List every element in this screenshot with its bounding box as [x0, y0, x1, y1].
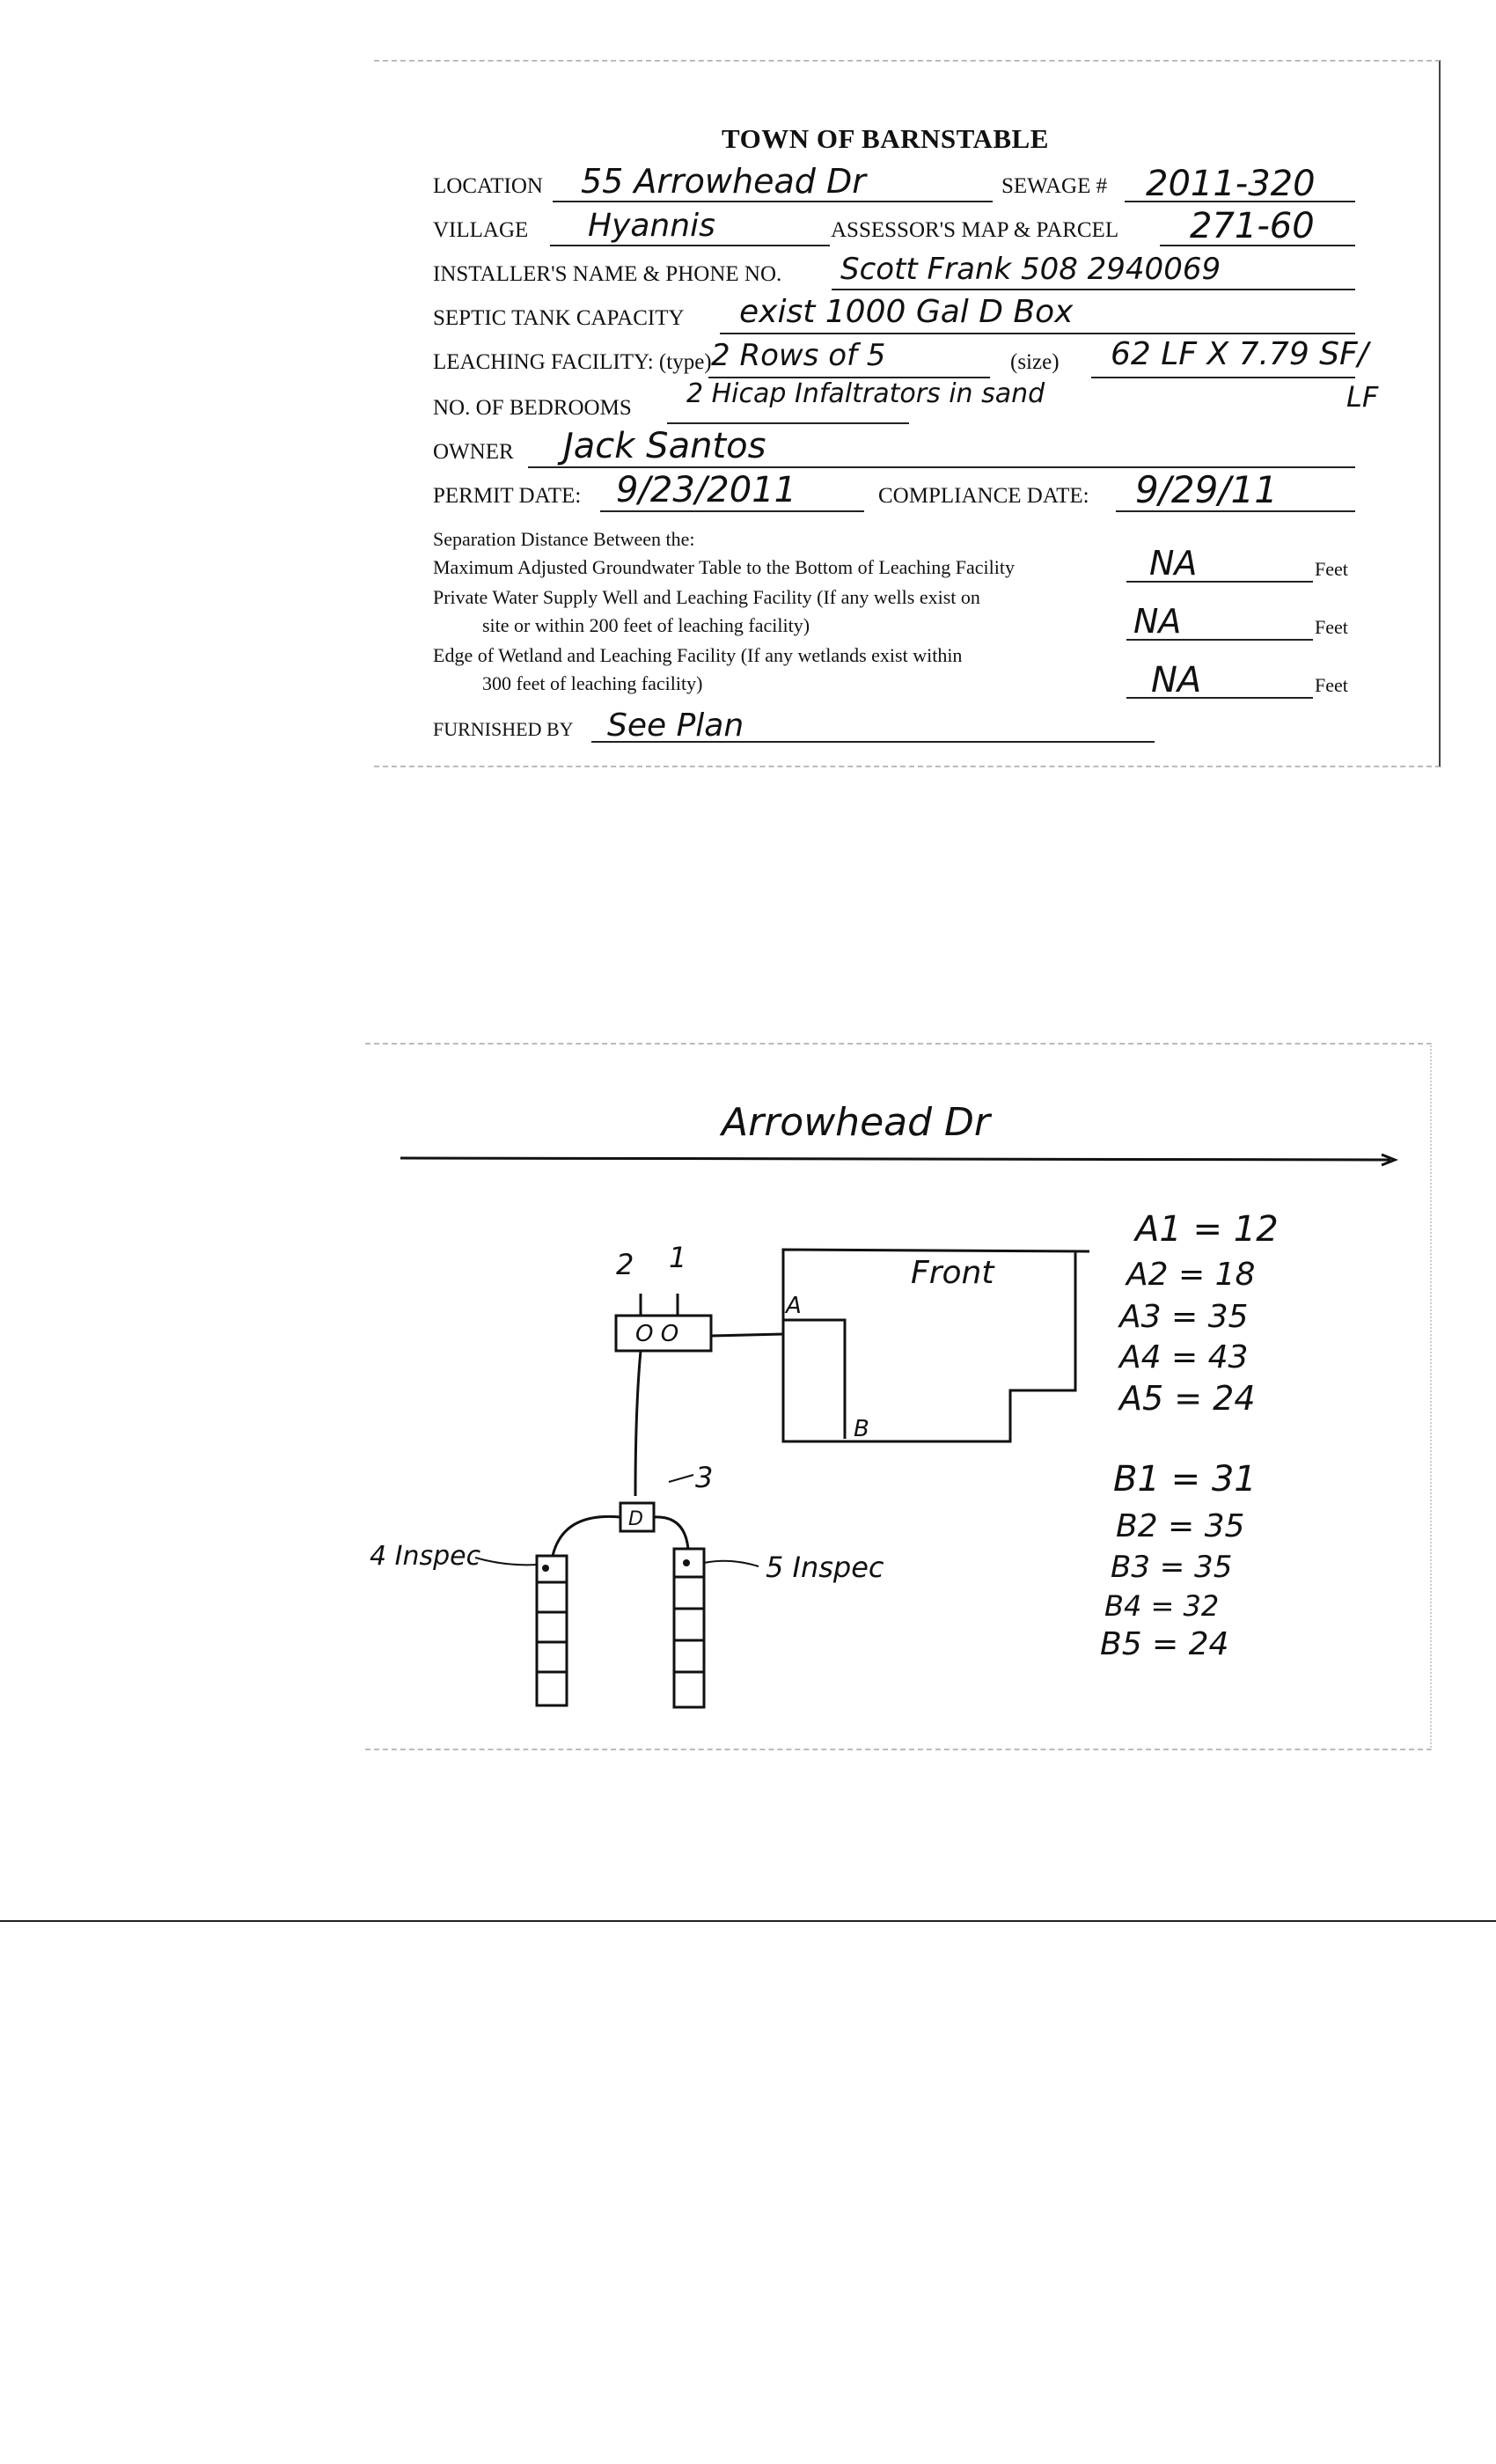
corner-a-label: A [786, 1293, 802, 1319]
location-value: 55 Arrowhead Dr [581, 162, 866, 201]
tie-a3: A3 = 35 [1119, 1299, 1249, 1335]
sep3-feet: Feet [1315, 674, 1348, 696]
lateral-left [553, 1516, 620, 1556]
tank-compartment-2: 2 [616, 1248, 634, 1281]
septic-value: exist 1000 Gal D Box [739, 294, 1074, 330]
leaching-row-right [674, 1549, 704, 1707]
inspect-right-leader [704, 1561, 759, 1566]
tie-b3: B3 = 35 [1111, 1550, 1233, 1585]
page-rule [0, 1920, 1496, 1922]
leaching-note-suffix: LF [1346, 380, 1379, 414]
septic-tank-label: O O [635, 1321, 679, 1347]
leaching-row-left [537, 1556, 567, 1705]
installer-label: INSTALLER'S NAME & PHONE NO. [433, 262, 782, 286]
sep3-text-line2: 300 feet of leaching facility) [482, 672, 703, 694]
sep1-value: NA [1149, 544, 1198, 583]
sep2-text-line2: site or within 200 feet of leaching facility) [482, 614, 810, 636]
tank-to-dbox-pipe [635, 1351, 641, 1496]
size-label: (size) [1010, 350, 1060, 374]
furnished-label: FURNISHED BY [433, 718, 574, 740]
sep2-text-line1: Private Water Supply Well and Leaching Facility (If any wells exist on [433, 586, 980, 608]
assessor-label: ASSESSOR'S MAP & PARCEL [831, 218, 1119, 242]
permit-value: 9/23/2011 [616, 470, 797, 510]
sewage-label: SEWAGE # [1001, 174, 1108, 198]
dbox-leader [669, 1475, 693, 1482]
sep1-feet: Feet [1315, 558, 1348, 580]
owner-label: OWNER [433, 440, 514, 464]
village-value: Hyannis [588, 208, 715, 244]
leaching-note: 2 Hicap Infaltrators in sand [686, 378, 1045, 409]
compliance-value: 9/29/11 [1135, 468, 1278, 511]
house-front-label: Front [911, 1255, 994, 1291]
village-label: VILLAGE [433, 218, 529, 242]
size-value: 62 LF X 7.79 SF/ [1111, 336, 1368, 372]
leaching-label: LEACHING FACILITY: (type) [433, 350, 712, 374]
installer-value: Scott Frank 508 2940069 [840, 252, 1221, 287]
tie-b2: B2 = 35 [1116, 1508, 1245, 1544]
tie-b5: B5 = 24 [1100, 1626, 1229, 1662]
sep2-value: NA [1133, 602, 1182, 641]
distribution-box-label: D [628, 1508, 643, 1530]
distribution-box-number: 3 [695, 1461, 714, 1494]
location-label: LOCATION [433, 174, 543, 198]
lateral-right [654, 1517, 688, 1549]
permit-label: PERMIT DATE: [433, 484, 582, 508]
tie-a5: A5 = 24 [1119, 1379, 1256, 1418]
septic-label: SEPTIC TANK CAPACITY [433, 306, 685, 330]
inspection-port-left: 4 Inspec [370, 1541, 481, 1572]
bedrooms-label: NO. OF BEDROOMS [433, 396, 632, 420]
corner-b-label: B [854, 1416, 869, 1442]
tie-b1: B1 = 31 [1113, 1459, 1257, 1500]
sep3-text-line1: Edge of Wetland and Leaching Facility (If any wetlands exist within [433, 644, 963, 666]
sewage-value: 2011-320 [1146, 164, 1316, 204]
inspection-port-right: 5 Inspec [766, 1551, 884, 1584]
tie-a4: A4 = 43 [1119, 1339, 1249, 1375]
owner-value: Jack Santos [563, 426, 766, 466]
assessor-value: 271-60 [1190, 206, 1315, 246]
compliance-label: COMPLIANCE DATE: [878, 484, 1089, 508]
furnished-value: See Plan [607, 708, 744, 744]
tie-a1: A1 = 12 [1135, 1209, 1279, 1250]
tank-compartment-1: 1 [669, 1241, 687, 1274]
form-title: TOWN OF BARNSTABLE [722, 123, 1049, 154]
sep1-text: Maximum Adjusted Groundwater Table to the Bottom of Leaching Facility [433, 556, 1015, 578]
inspect-left-leader [475, 1558, 537, 1565]
street-name: Arrowhead Dr [722, 1100, 990, 1145]
sep3-value: NA [1151, 660, 1202, 700]
sep2-feet: Feet [1315, 616, 1348, 638]
street-line [400, 1158, 1390, 1160]
house-to-tank-pipe [711, 1334, 783, 1336]
tie-b4: B4 = 32 [1104, 1589, 1220, 1623]
leaching-type-value: 2 Rows of 5 [711, 338, 886, 373]
separation-heading: Separation Distance Between the: [433, 528, 695, 550]
house-notch [783, 1320, 845, 1439]
tie-a2: A2 = 18 [1126, 1257, 1256, 1293]
